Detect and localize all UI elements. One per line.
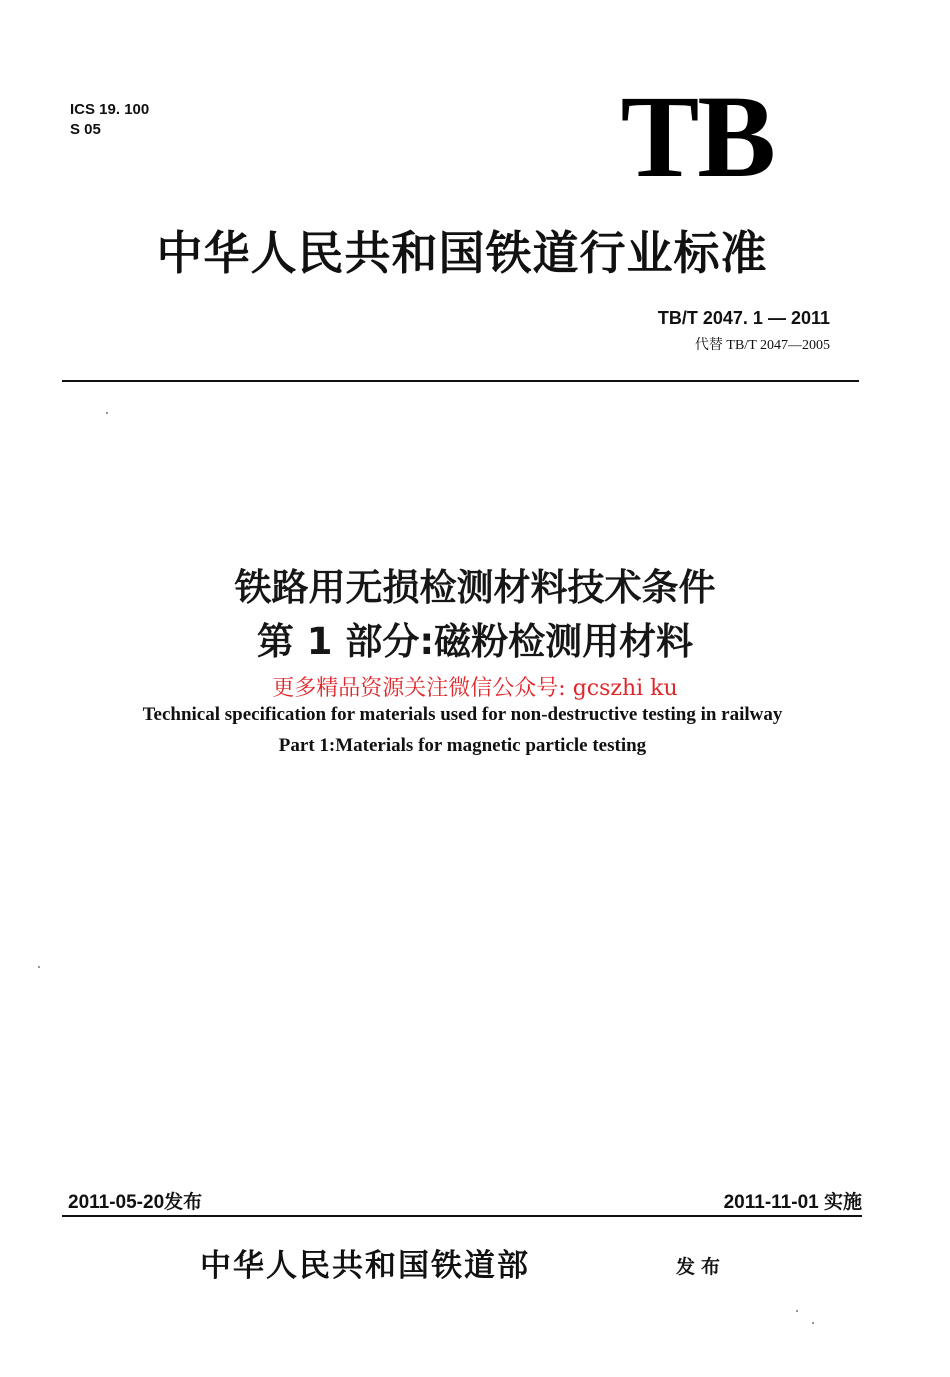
standard-title: 中华人民共和国铁道行业标准 (156, 226, 768, 280)
tb-logo: TB (620, 71, 774, 202)
document-title-cn-line2: 第 1 部分:磁粉检测用材料 (256, 620, 694, 663)
classification-codes (70, 100, 149, 140)
issue-date-block (68, 1190, 202, 1215)
standard-number: TB/T 2047. 1 — 2011 (657, 308, 830, 328)
promo-text: 更多精品资源关注微信公众号: gcszhi ku (272, 676, 678, 701)
issue-label: 发布 (164, 1191, 203, 1213)
scan-speck (106, 412, 108, 414)
implementation-date-block (724, 1190, 862, 1215)
issue-date: 2011-05-20 (68, 1192, 165, 1213)
ics-code: ICS 19. 100 (70, 101, 150, 118)
document-title-en-line2: Part 1:Materials for magnetic particle testing (278, 735, 647, 756)
scan-speck (812, 1322, 814, 1324)
document-title-cn-line1: 铁路用无损检测材料技术条件 (234, 566, 716, 609)
footer-divider (62, 1215, 862, 1217)
replaces-standard: 代替 TB/T 2047—2005 (694, 338, 830, 353)
scan-speck (38, 966, 40, 968)
header-divider (62, 380, 859, 382)
document-title-en-line1: Technical specification for materials used for non-destructive testing in railway (142, 704, 783, 725)
implementation-label: 实施 (823, 1191, 862, 1213)
category-code: S 05 (70, 121, 101, 138)
scan-speck (796, 1310, 798, 1312)
publisher-name: 中华人民共和国铁道部 (200, 1248, 530, 1284)
implementation-date: 2011-11-01 (723, 1192, 819, 1213)
publish-label: 发布 (676, 1256, 727, 1278)
